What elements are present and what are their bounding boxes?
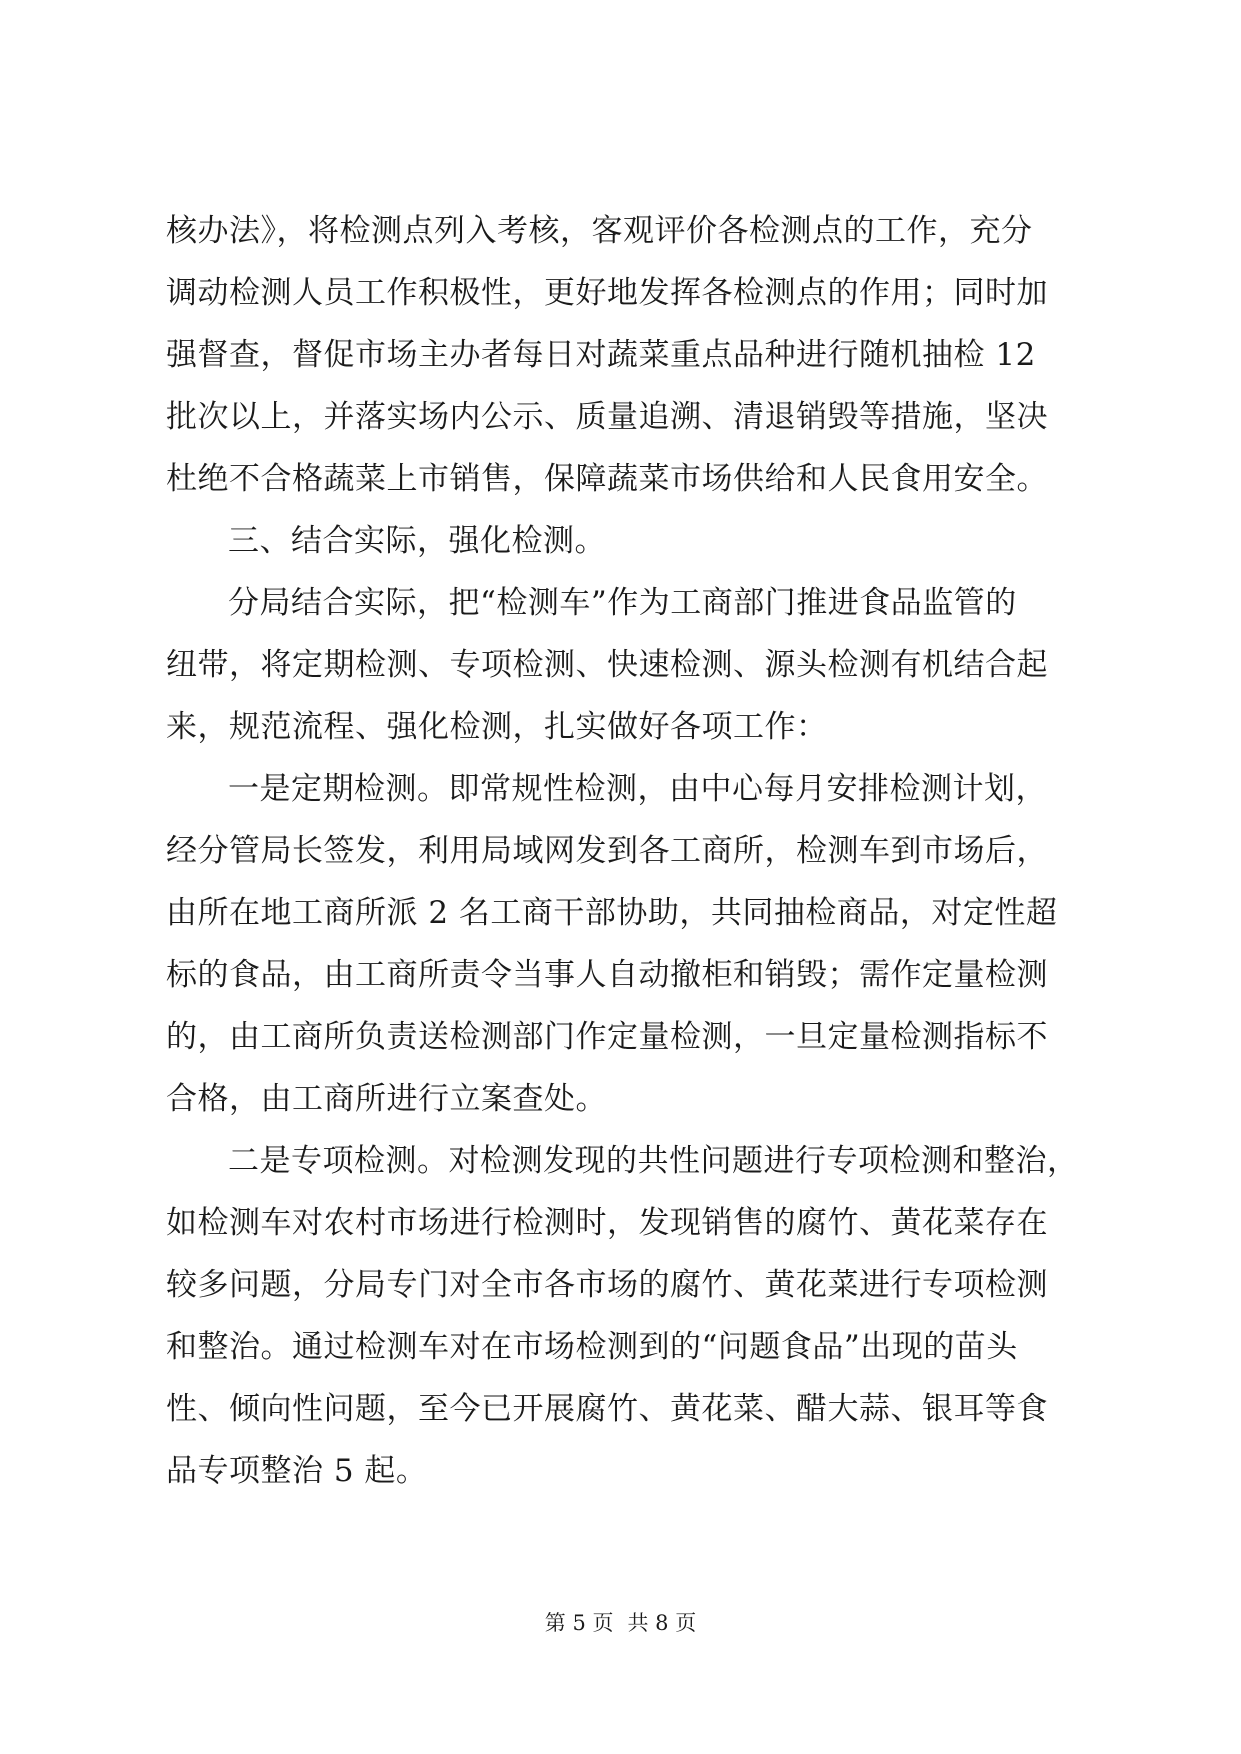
text-line: 一是定期检测。即常规性检测，由中心每月安排检测计划， [228,771,1047,807]
text-line: 二是专项检测。对检测发现的共性问题进行专项检测和整治， [228,1143,1079,1179]
text-line: 来，规范流程、强化检测，扎实做好各项工作： [166,709,828,745]
text-line: 强督查，督促市场主办者每日对蔬菜重点品种进行随机抽检 12 [166,337,1036,373]
text-line: 批次以上，并落实场内公示、质量追溯、清退销毁等措施，坚决 [166,399,1048,435]
text-line: 由所在地工商所派 2 名工商干部协助，共同抽检商品，对定性超 [166,895,1058,931]
page-footer [0,1608,1241,1638]
text-line: 核办法》，将检测点列入考核，客观评价各检测点的工作，充分 [166,213,1033,249]
text-line: 标的食品，由工商所责令当事人自动撤柜和销毁；需作定量检测 [166,957,1048,993]
text-line: 性、倾向性问题，至今已开展腐竹、黄花菜、醋大蒜、银耳等食 [166,1391,1048,1427]
text-line: 较多问题，分局专门对全市各市场的腐竹、黄花菜进行专项检测 [166,1267,1048,1303]
text-line: 调动检测人员工作积极性，更好地发挥各检测点的作用；同时加 [166,275,1048,311]
page-number: 第 5 页 [544,1611,614,1635]
text-line: 分局结合实际，把“检测车”作为工商部门推进食品监管的 [228,585,1017,621]
section-heading: 三、结合实际，强化检测。 [228,523,606,559]
text-line: 如检测车对农村市场进行检测时，发现销售的腐竹、黄花菜存在 [166,1205,1048,1241]
text-line: 品专项整治 5 起。 [166,1453,428,1489]
text-line: 和整治。通过检测车对在市场检测到的“问题食品”出现的苗头 [166,1329,1018,1365]
text-line: 纽带，将定期检测、专项检测、快速检测、源头检测有机结合起 [166,647,1048,683]
text-line: 杜绝不合格蔬菜上市销售，保障蔬菜市场供给和人民食用安全。 [166,461,1048,497]
document-body [166,200,1084,1502]
text-line: 经分管局长签发，利用局域网发到各工商所，检测车到市场后， [166,833,1048,869]
text-line: 合格，由工商所进行立案查处。 [166,1081,607,1117]
text-line: 的，由工商所负责送检测部门作定量检测，一旦定量检测指标不 [166,1019,1048,1055]
page-total: 共 8 页 [627,1611,697,1635]
